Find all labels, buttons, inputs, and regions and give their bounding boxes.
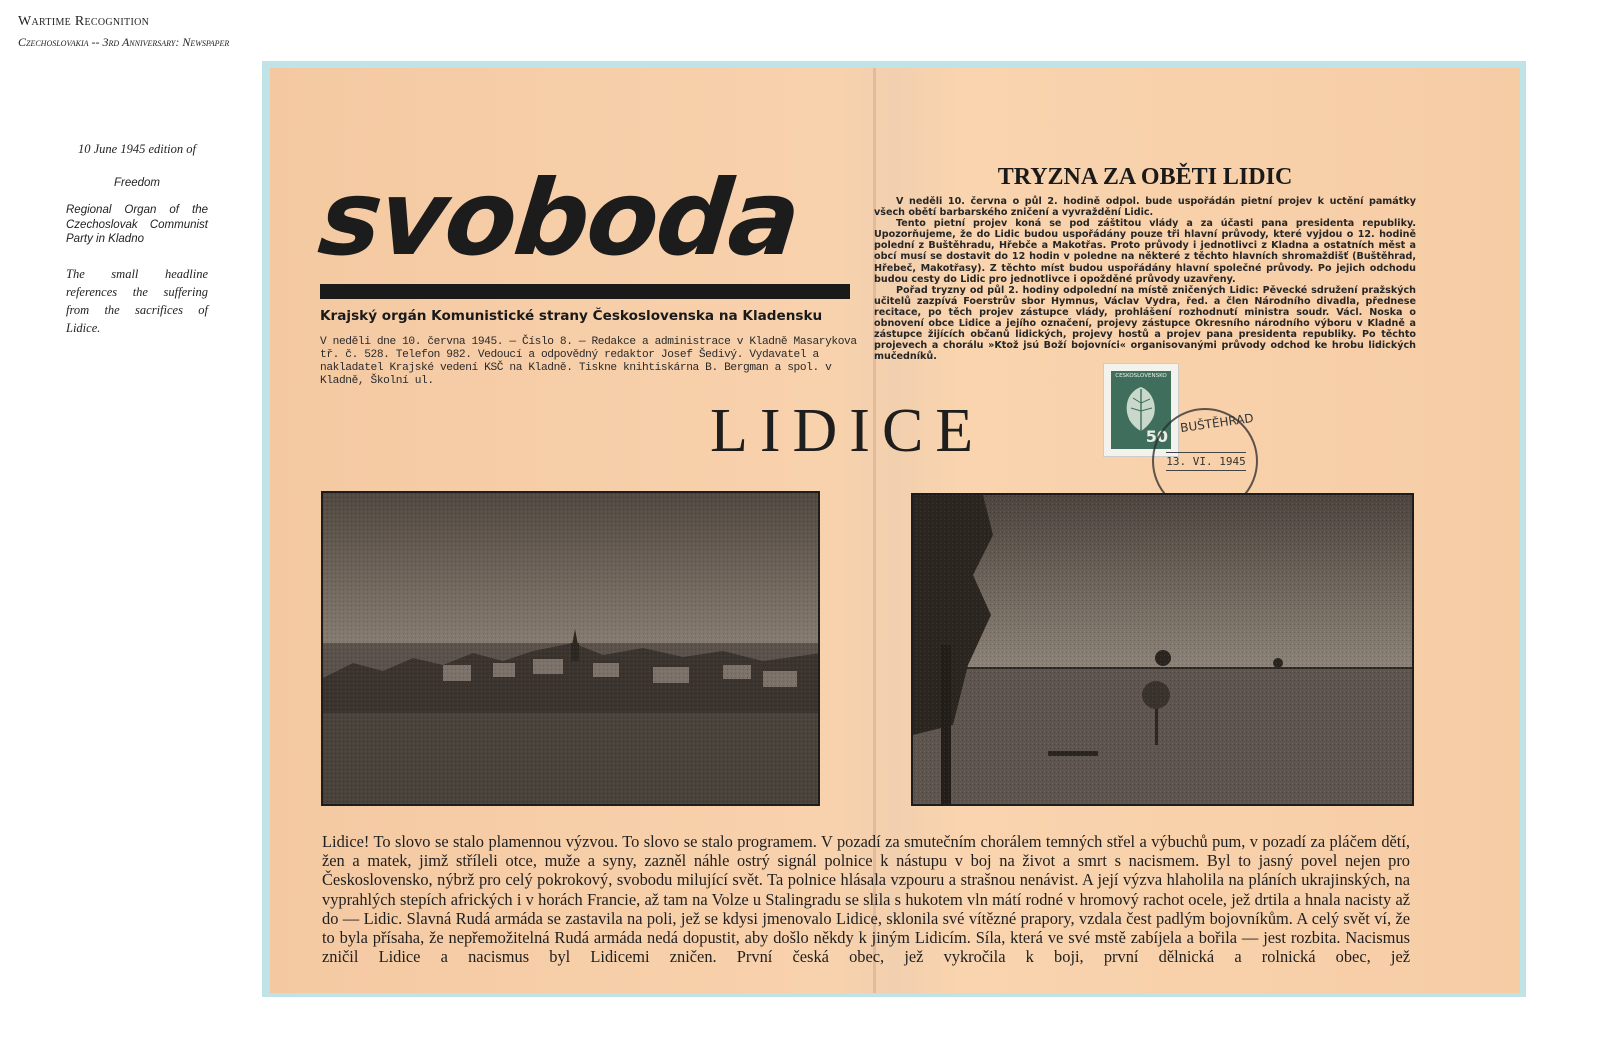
- page-title: Wartime Recognition: [18, 14, 150, 29]
- headline-tryzna: TRYZNA ZA OBĚTI LIDIC: [997, 164, 1293, 190]
- annotation-column: [66, 142, 208, 337]
- masthead-tagline: Krajský orgán Komunistické strany Československa na Kladensku: [320, 308, 823, 324]
- village-image: [323, 493, 820, 806]
- tryzna-paragraph: Tento pietní projev koná se pod záštitou vlády a za účasti pana presidenta republiky. Upozorňujeme, že do Lidic budou uspořádány pouze tři hlavní průvody, které vyjdou o 12. hodině polední z Buštěhradu, Hřebče a Makotřas. Proto průvody i jednotlivci z Kladna a ostatních měst a obcí musí se dostavit do 12 hodin v poledne na některé z těchto hlavních shromaždišť (Buštěhrad, Hřebeč, Makotřasy). Z těchto míst budou uspořádány hlavní společné průvody. Po jejich odchodu budou cesty do Lidic pro jednotlivce i opožděné průvody uzavřeny.: [874, 218, 1416, 285]
- tryzna-article: [874, 196, 1416, 362]
- postmark-date: 13. VI. 1945: [1166, 452, 1246, 471]
- postmark-town: BUŠTĚHRAD: [1179, 410, 1255, 436]
- page-heading: [18, 14, 229, 50]
- caption-organ: Regional Organ of the Czechoslovak Communist Party in Kladno: [66, 204, 208, 245]
- masthead-logo: svoboda: [313, 157, 805, 279]
- masthead-info: V neděli dne 10. června 1945. — Číslo 8. — Redakce a administrace v Kladně Masarykova tř. č. 528. Telefon 982. Vedoucí a odpovědný redaktor Josef Šedivý. Vydavatel a nakladatel Krajské vedení KSČ na Kladně. Tiskne knihtiskárna B. Bergman a spol. v Kladně, Školní ul.: [320, 336, 857, 387]
- caption-note: The small headline references the suffering from the sacrifices of Lidice.: [66, 266, 208, 335]
- article-lidice: Lidice! To slovo se stalo plamennou výzvou. To slovo se stalo programem. V pozadí za smutečním chorálem temných střel a výbuchů pum, v pozadí za pláčem dětí, žen a matek, jimž stříleli otce, muže a syny, zazněl náhle ostrý signál polnice k nástupu v boj na život a smrt s nacismem. Byl to jasný povel nejen pro Československo, nýbrž pro celý pokrokový, svobodu milující svět. Ta polnice hlásala vzpouru a strašnou nenávist. A její výzva hlaholila na pláních ukrajinských, na vyprahlých stepích afrických i v horách Francie, až tam na Volze u Stalingradu se slila s hukotem vln mátí rodné v hromový rachot ocele, jež drtila a hnala nacisty až do — Lidic. Slavná Rudá armáda se zastavila na poli, jež se kdysi jmenovalo Lidice, sklonila své vítězné prapory, vzdala čest padlým bojovníkům. A celý svět ví, že to byla přísaha, že nepřemožitelná Rudá armáda nedá dopustit, aby došlo někdy k jiným Lidicím. Síla, která ve své mstě zabíjela a bořila — jest rozbita. Nacismus zničil Lidice a nacismus byl Lidicemi zničen. První česká obec, jež vykročila k boji, první dělnická a rolnická obec, jež: [322, 832, 1410, 967]
- masthead-rule: [320, 284, 850, 299]
- photo-field: [911, 493, 1414, 806]
- photo-village: [321, 491, 820, 806]
- page-subtitle: Czechoslovakia -- 3rd Anniversary: Newspaper: [18, 35, 230, 49]
- field-image: [913, 495, 1414, 806]
- tryzna-paragraph: Pořad tryzny od půl 2. hodiny odpolední na místě zničených Lidic: Pěvecké sdružení pražských učitelů zazpívá Foerstrův sbor Hymnus, Václav Vydra, řed. a člen Národního divadla, přednese recitace, po těch projev zástupce vlády, prohlášení rozhodnutí ministra soudr. Václ. Noska o obnovení obce Lidice a jejího označení, projevy zástupce Okresního národního výboru v Kladně a zástupce žijících občanů lidických, projevy hostů a projev pana presidenta republiky. Po těchto projevech a chorálu »Ktož jsú Boží bojovníci« organisovanými průvody odchod ke hrobu lidických mučedníků.: [874, 284, 1416, 363]
- newspaper-sheet: [270, 68, 1520, 993]
- caption-edition: 10 June 1945 edition of: [77, 142, 197, 156]
- stamp-country: ČESKOSLOVENSKO: [1115, 373, 1167, 379]
- caption-paper-name: Freedom: [113, 177, 161, 189]
- tryzna-paragraph: V neděli 10. června o půl 2. hodině odpol. bude uspořádán pietní projev k uctění památky všech obětí barbarského zničení a vyvraždění Lidic.: [874, 196, 1416, 219]
- stamp-value: 50: [1145, 427, 1168, 446]
- headline-lidice: LIDICE: [710, 397, 986, 465]
